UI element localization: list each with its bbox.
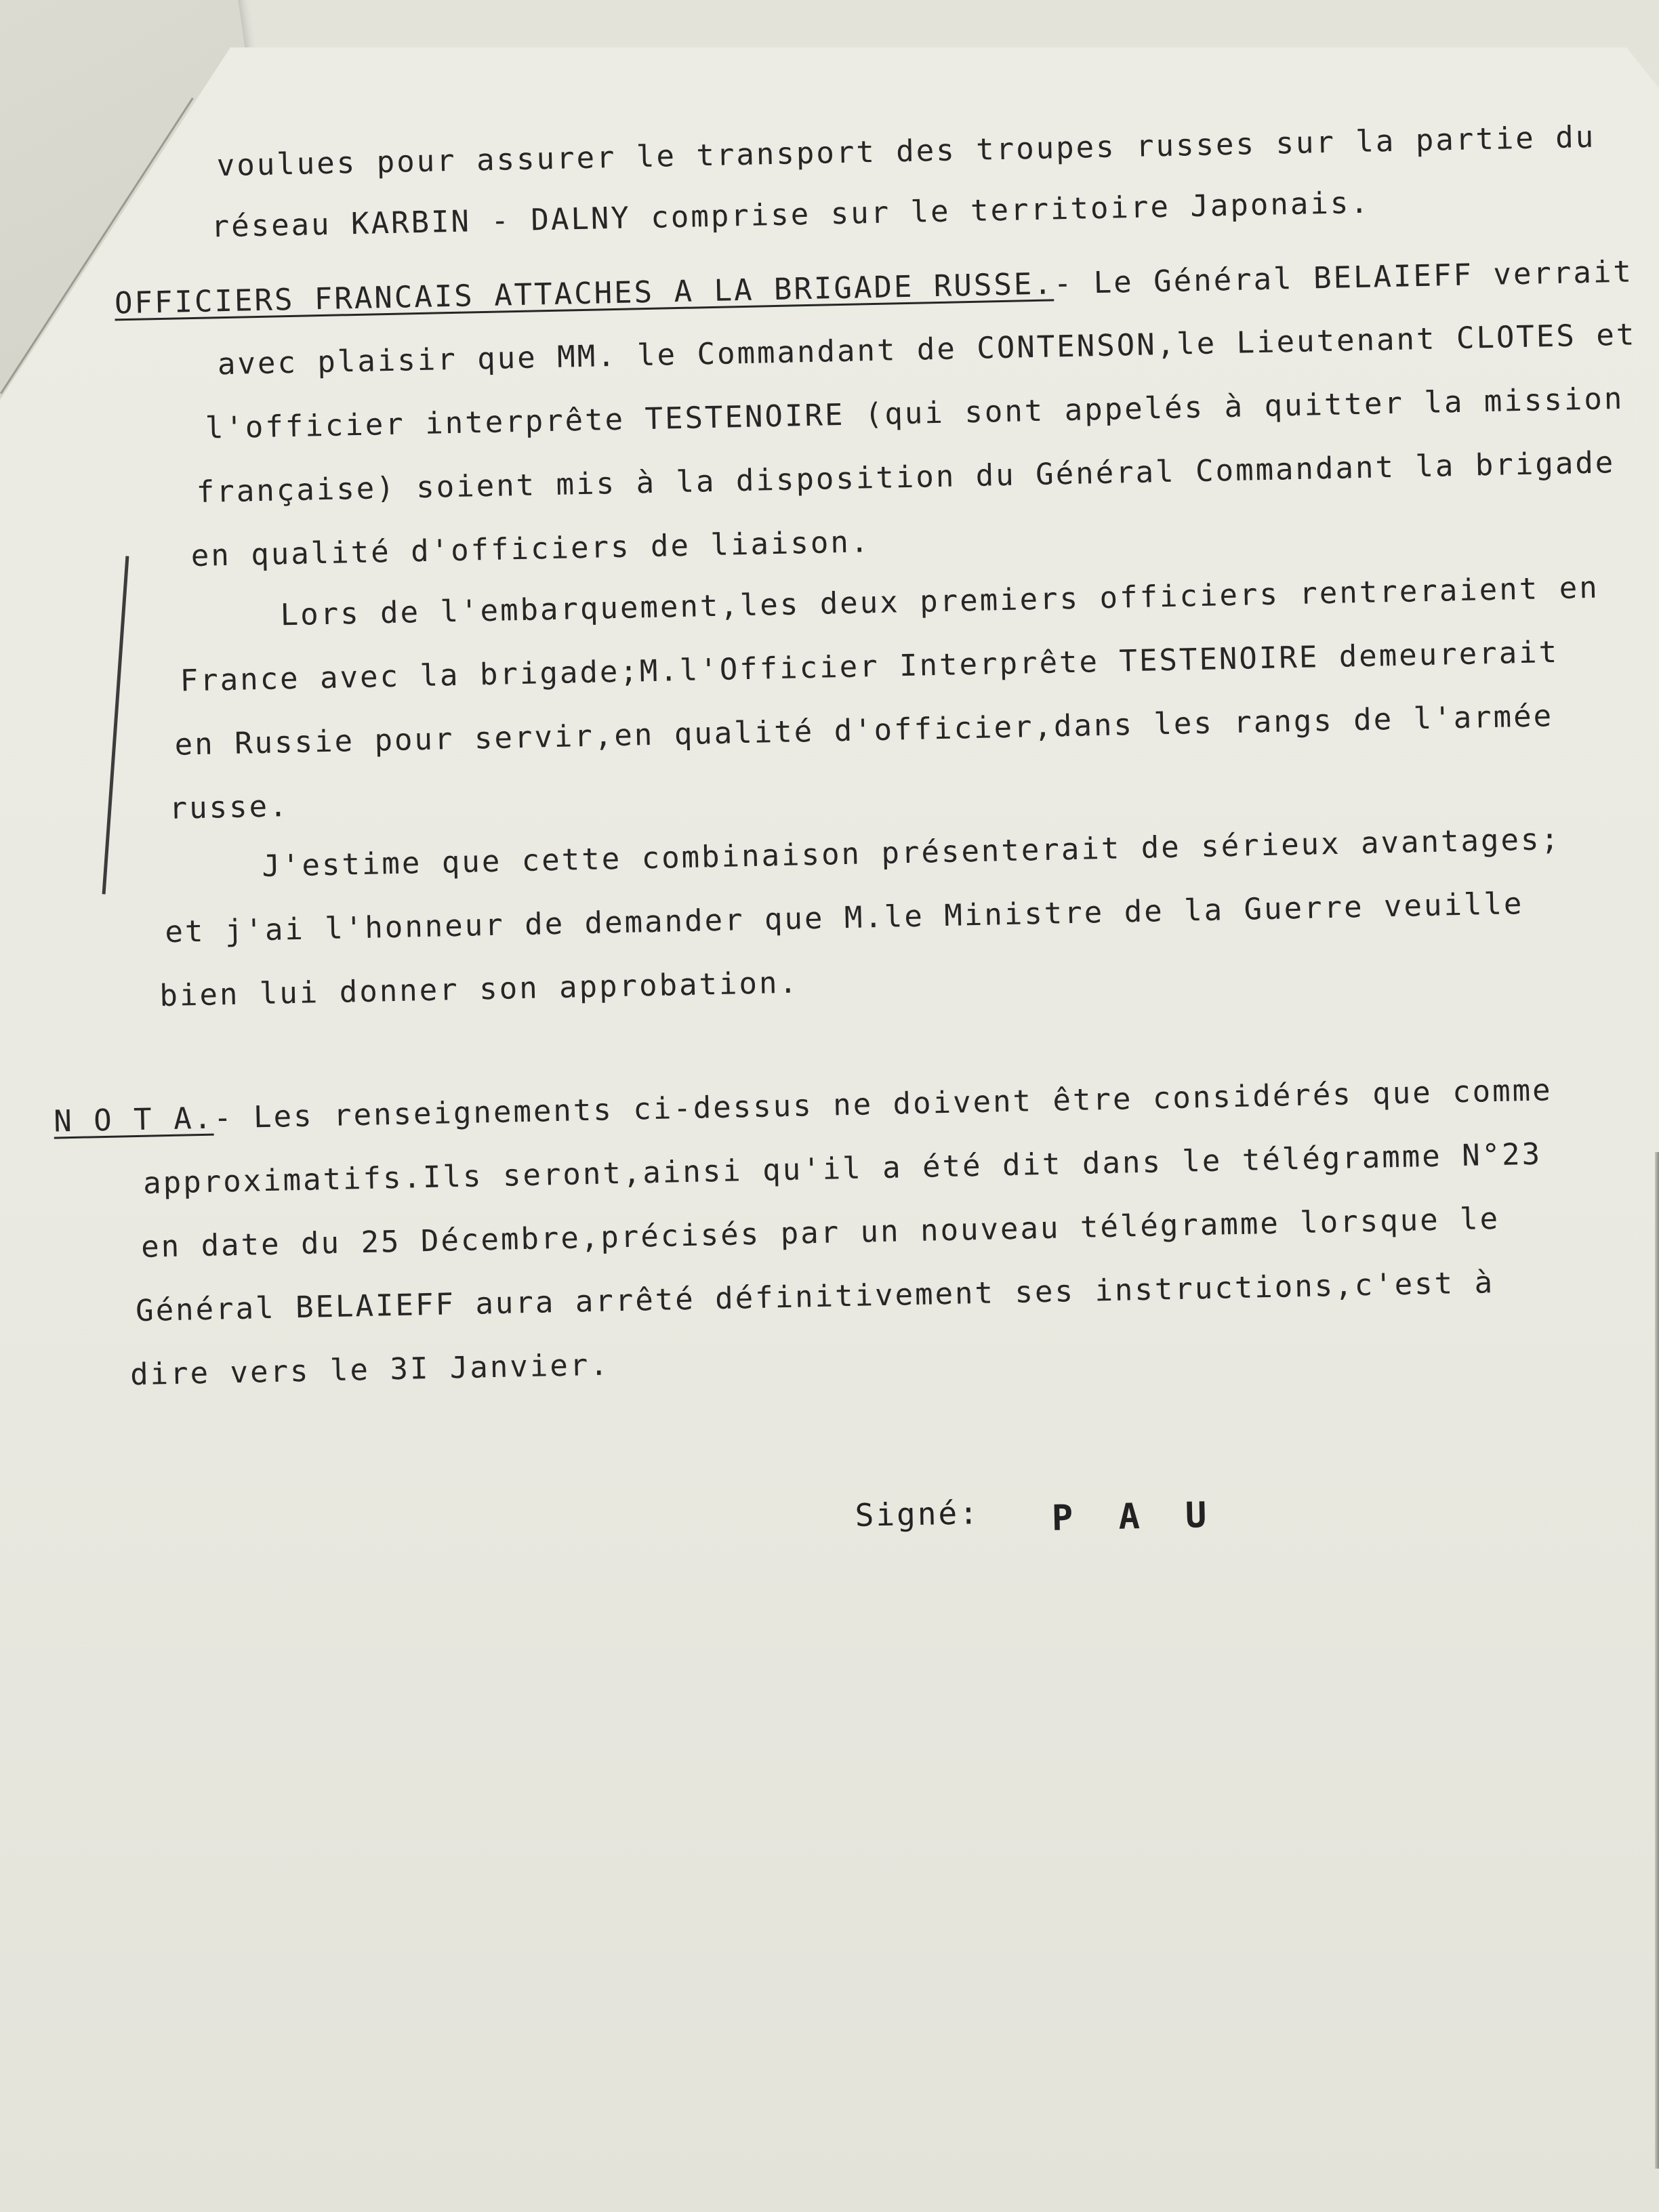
officiers-line: en qualité d'officiers de liaison. <box>190 525 871 574</box>
officiers-line: l'officier interprête TESTENOIRE (qui sont appelés à quitter la mission <box>205 381 1624 446</box>
nota-line: Général BELAIEFF aura arrêté définitivement ses instructions,c'est à <box>135 1265 1495 1329</box>
nota-line: approximatifs.Ils seront,ainsi qu'il a été dit dans le télégramme N°23 <box>142 1136 1542 1201</box>
embarquement-line: France avec la brigade;M.l'Officier Interprête TESTENOIRE demeurerait <box>180 634 1559 699</box>
officiers-line: française) soient mis à la disposition du Général Commandant la brigade <box>196 445 1616 510</box>
officiers-heading-continuation: - Le Général BELAIEFF verrait <box>1053 254 1634 302</box>
nota-label: N O T A. <box>53 1101 214 1139</box>
intro-line: voulues pour assurer le transport des troupes russes sur la partie du <box>216 119 1596 184</box>
embarquement-line: en Russie pour servir,en qualité d'officier,dans les rangs de l'armée <box>174 699 1554 762</box>
nota-section <box>53 1073 1553 1139</box>
officiers-heading: OFFICIERS FRANCAIS ATTACHES A LA BRIGADE RUSSE. <box>114 266 1054 321</box>
signature-label: Signé: <box>855 1494 981 1534</box>
officiers-section <box>114 254 1634 321</box>
estime-line: bien lui donner son approbation. <box>159 965 800 1014</box>
signature-name: P A U <box>1051 1494 1219 1539</box>
embarquement-line: Lors de l'embarquement,les deux premiers officiers rentreraient en <box>280 570 1600 633</box>
intro-line: réseau KARBIN - DALNY comprise sur le territoire Japonais. <box>211 185 1371 245</box>
officiers-line: avec plaisir que MM. le Commandant de CONTENSON,le Lieutenant CLOTES et <box>217 317 1637 382</box>
embarquement-line: russe. <box>169 789 290 826</box>
nota-line: en date du 25 Décembre,précisés par un nouveau télégramme lorsque le <box>140 1201 1500 1265</box>
nota-line: dire vers le 3I Janvier. <box>129 1347 611 1393</box>
estime-line: J'estime que cette combinaison présenterait de sérieux avantages; <box>261 821 1561 884</box>
estime-line: et j'ai l'honneur de demander que M.le Ministre de la Guerre veuille <box>164 886 1524 950</box>
nota-first-line: - Les renseignements ci-dessus ne doivent être considérés que comme <box>213 1073 1553 1136</box>
